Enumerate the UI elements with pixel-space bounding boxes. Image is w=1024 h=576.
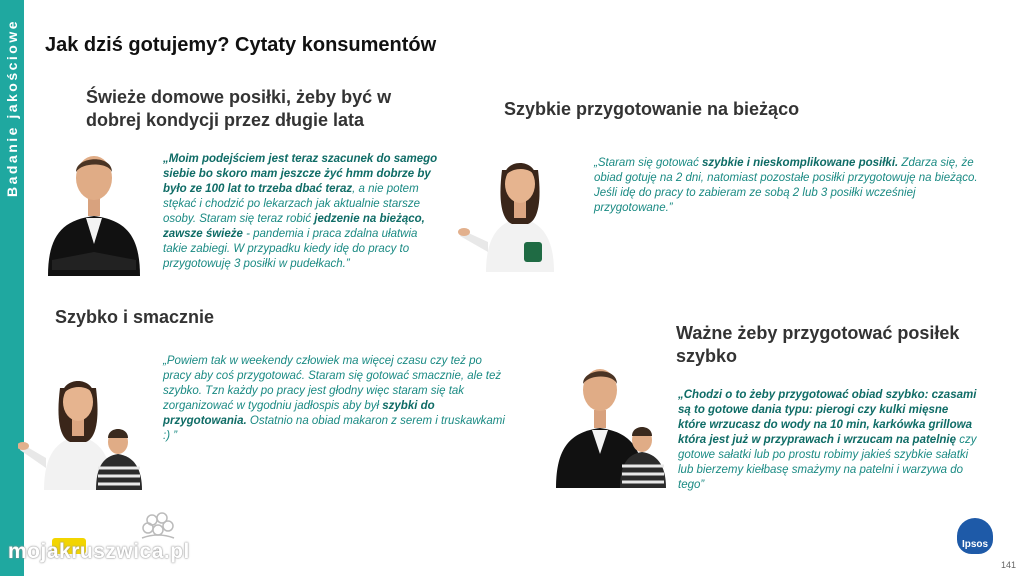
section4-heading bbox=[676, 322, 959, 368]
woman-with-child-portrait bbox=[18, 358, 154, 490]
section3-quote bbox=[163, 354, 509, 444]
section1-quote-text1: , a nie potem stękać i chodzić po lekarzach jak aktualnie starsze osoby. Staram się teraz robić bbox=[163, 183, 420, 225]
section3-quote-text2: Ostatnio na obiad makaron z serem i truskawkami :) ” bbox=[163, 415, 505, 442]
section2-heading: Szybkie przygotowanie na bieżąco bbox=[504, 99, 800, 119]
watermark-text: mojakruszwica.pl bbox=[8, 540, 190, 563]
section1-heading bbox=[86, 86, 391, 132]
section2-quote bbox=[594, 156, 994, 216]
page-number: 141 bbox=[1000, 560, 1016, 570]
section2-quote-bold1: szybkie i nieskomplikowane posiłki. bbox=[702, 157, 899, 169]
section1-quote-bold2: jedzenie na bieżąco, zawsze świeże bbox=[163, 213, 425, 240]
section3-quote-text1: „Powiem tak w weekendy człowiek ma więcej czasu czy też po pracy aby coś przygotować. Staram się gotować smacznie, ale też szybko. Tzn każdy po pracy jest głodny więc staram się tak zorganizować w tygodniu jadłospis aby był bbox=[163, 355, 502, 412]
woman-portrait-1 bbox=[458, 142, 576, 272]
sidebar-label: Badanie jakościowe bbox=[4, 18, 20, 198]
section3-quote-bold1: szybki do przygotowania. bbox=[163, 400, 435, 427]
section1-heading-line1: Świeże domowe posiłki, żeby być w bbox=[86, 87, 392, 107]
section4-quote-text1: czy gotowe sałatki lub po prostu robimy jakieś szybkie sałatki lub bierzemy kiełbasę smażymy na patelni i warzywa do tego” bbox=[678, 434, 977, 491]
section1-quote-bold1: „Moim podejściem jest teraz szacunek do samego siebie bo skoro mam jeszcze żyć hmm dobrze by było ze 100 lat to trzeba dbać teraz bbox=[163, 153, 438, 195]
section4-heading-line1: Ważne żeby przygotować posiłek bbox=[676, 323, 960, 343]
section1-quote bbox=[163, 152, 443, 272]
section3-heading: Szybko i smacznie bbox=[55, 307, 215, 327]
man-with-child-portrait bbox=[552, 352, 672, 488]
man-portrait-1 bbox=[42, 148, 146, 276]
section1-quote-text2: - pandemia i praca zdalna ułatwia takie zabiegi. W przypadku kiedy idę do pracy to przygotowuję 3 posiłki w pudełkach.” bbox=[163, 228, 418, 270]
section4-quote bbox=[678, 388, 978, 493]
page-title: Jak dziś gotujemy? Cytaty konsumentów bbox=[45, 34, 437, 56]
section2-quote-text1: „Staram się gotować bbox=[594, 157, 703, 169]
section2-quote-text2: Zdarza się, że obiad gotuję na 2 dni, natomiast pozostałe posiłki przygotowuję na bieżąco. Jeśli idę do pracy to zabieram ze sobą 2 lub 3 posiłki wcześniej przygotowane.” bbox=[594, 157, 978, 214]
watermark-flower-icon bbox=[138, 510, 178, 542]
section4-quote-bold1: „Chodzi o to żeby przygotować obiad szybko: czasami są to gotowe dania typu: pierogi czy kulki mięsne które wrzucasz do wody na 10 min, karkówka grillowa która jest już w przyprawach i wrzucam na patelnię bbox=[678, 389, 977, 446]
section1-heading-line2: dobrej kondycji przez długie lata bbox=[86, 110, 365, 130]
section4-heading-line2: szybko bbox=[676, 346, 738, 366]
ipsos-logo: Ipsos bbox=[957, 518, 993, 554]
